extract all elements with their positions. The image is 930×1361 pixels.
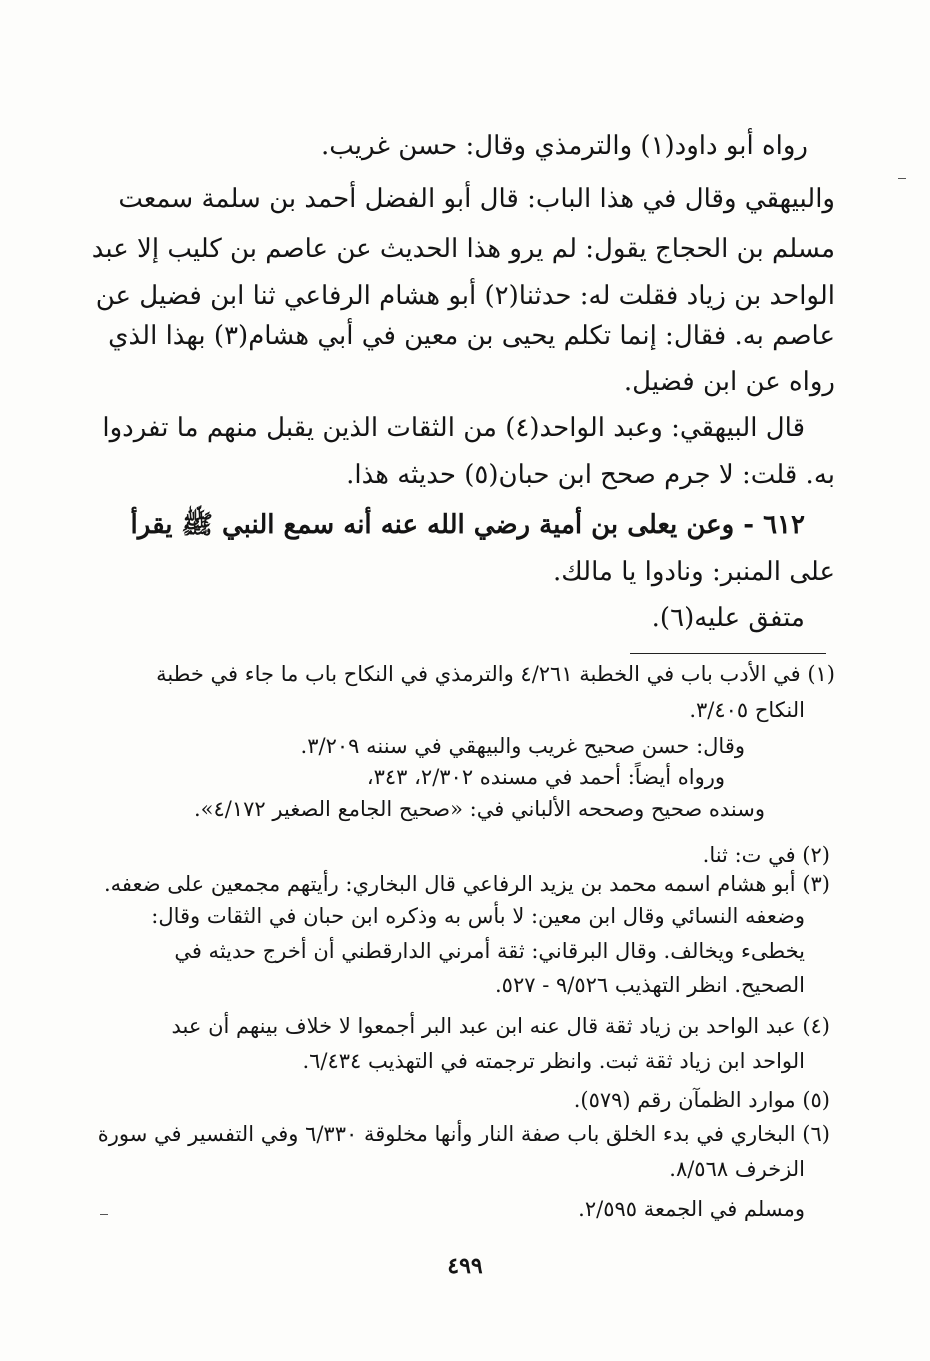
- footnote-3-line-3: يخطىء ويخالف. وقال البرقاني: ثقة أمرني الدارقطني أن أخرج حديثه في: [174, 939, 805, 963]
- footnote-3-line-4: الصحيح. انظر التهذيب ٩/٥٢٦ - ٥٢٧.: [494, 973, 805, 997]
- footnote-3-line-1: (٣) أبو هشام اسمه محمد بن يزيد الرفاعي قال البخاري: رأيتهم مجمعين على ضعفه.: [104, 872, 830, 896]
- footnote-6-line-1: (٦) البخاري في بدء الخلق باب صفة النار وأنها مخلوقة ٦/٣٣٠ وفي التفسير في سورة: [97, 1122, 830, 1146]
- footnote-5: (٥) موارد الظمآن رقم (٥٧٩).: [573, 1088, 830, 1112]
- footnote-separator: [630, 653, 826, 654]
- scan-speck: [100, 1214, 108, 1215]
- main-line-2: والبيهقي وقال في هذا الباب: قال أبو الفضل أحمد بن سلمة سمعت: [118, 184, 835, 214]
- hadith-612-line: ٦١٢ - وعن يعلى بن أمية رضي الله عنه أنه سمع النبي ﷺ يقرأ: [130, 510, 805, 540]
- main-line-3: مسلم بن الحجاج يقول: لم يرو هذا الحديث عن عاصم بن كليب إلا عبد: [91, 234, 835, 264]
- scan-speck: [898, 178, 906, 179]
- footnote-1-line-2: النكاح ٣/٤٠٥.: [689, 698, 805, 722]
- footnote-6-line-3: ومسلم في الجمعة ٢/٥٩٥.: [578, 1197, 805, 1221]
- page-number: ٤٩٩: [447, 1253, 483, 1279]
- main-line-5: عاصم به. فقال: إنما تكلم يحيى بن معين في أبي هشام(٣) بهذا الذي: [108, 321, 835, 351]
- main-line-4: الواحد بن زياد فقلت له: حدثنا(٢) أبو هشام الرفاعي ثنا ابن فضيل عن: [95, 281, 835, 311]
- main-line-8: به. قلت: لا جرم صحح ابن حبان(٥) حديثه هذا.: [346, 460, 835, 490]
- footnote-1-line-3: وقال: حسن صحيح غريب والبيهقي في سننه ٣/٢٠٩.: [300, 734, 745, 758]
- footnote-6-line-2: الزخرف ٨/٥٦٨.: [669, 1157, 805, 1181]
- footnote-4-line-1: (٤) عبد الواحد بن زياد ثقة قال عنه ابن عبد البر أجمعوا لا خلاف بينهم أن عبد: [171, 1014, 830, 1038]
- footnote-1-line-4: ورواه أيضاً: أحمد في مسنده ٢/٣٠٢، ٣٤٣،: [366, 765, 725, 789]
- footnote-2: (٢) في ت: ثنا.: [702, 843, 830, 867]
- main-line-11: متفق عليه(٦).: [651, 603, 805, 633]
- footnote-3-line-2: وضعفه النسائي وقال ابن معين: لا بأس به وذكره ابن حبان في الثقات وقال:: [151, 904, 805, 928]
- footnote-1-line-5: وسنده صحيح وصححه الألباني في: «صحيح الجامع الصغير ٤/١٧٢».: [193, 797, 765, 821]
- footnote-1-line-1: (١) في الأدب باب في الخطبة ٤/٢٦١ والترمذي في النكاح باب ما جاء في خطبة: [156, 662, 835, 686]
- main-line-7: قال البيهقي: وعبد الواحد(٤) من الثقات الذين يقبل منهم ما تفردوا: [102, 413, 805, 443]
- main-line-6: رواه عن ابن فضيل.: [623, 367, 835, 397]
- main-line-1: رواه أبو داود(١) والترمذي وقال: حسن غريب.: [320, 131, 808, 161]
- footnote-4-line-2: الواحد ابن زياد ثقة ثبت. وانظر ترجمته في التهذيب ٦/٤٣٤.: [302, 1049, 805, 1073]
- main-line-10: على المنبر: ونادوا يا مالك.: [552, 557, 835, 587]
